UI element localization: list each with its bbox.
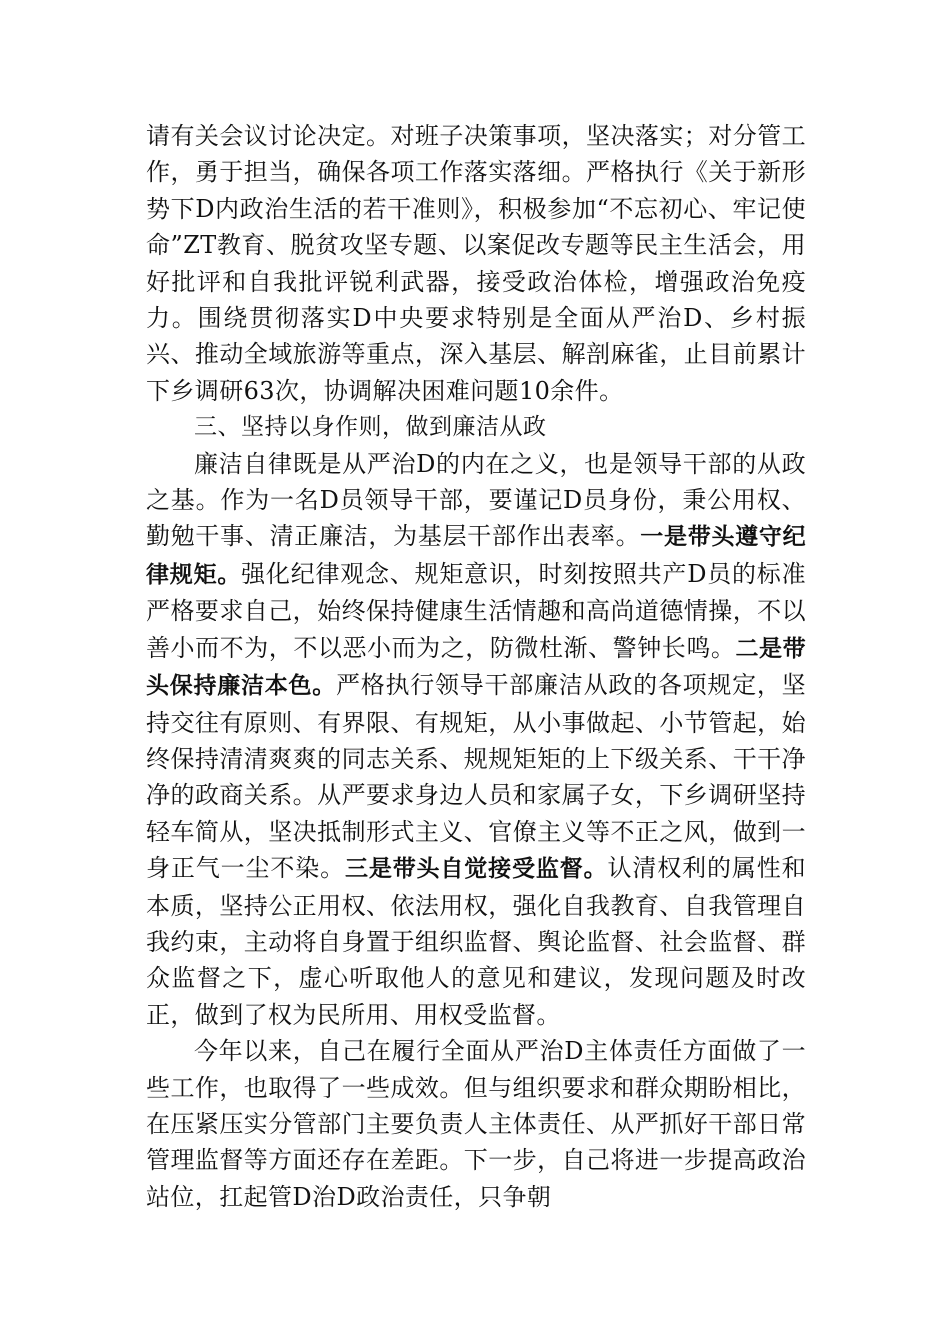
paragraph-continuation: 请有关会议讨论决定。对班子决策事项，坚决落实；对分管工作，勇于担当，确保各项工作落实落细。严格执行《关于新形势下D内政治生活的若干准则》，积极参加“不忘初心、牢记使命”ZT教育、脱贫攻坚专题、以案促改专题等民主生活会，用好批评和自我批评锐利武器，接受政治体检，增强政治免疫力。围绕贯彻落实D中央要求特别是全面从严治D、乡村振兴、推动全域旅游等重点，深入基层、解剖麻雀，止目前累计下乡调研63次，协调解决困难问题10余件。 bbox=[146, 122, 806, 405]
paragraph-intro: 廉洁自律既是从严治D的内在之义，也是领导干部的从政之基。作为一名D员领导干部，要谨记D员身份，秉公用权、勤勉干事、清正廉洁，为基层干部作出表率。 bbox=[146, 449, 806, 551]
point-3-title: 三是带头自觉接受监督。 bbox=[344, 856, 608, 883]
document-body bbox=[146, 118, 806, 1215]
point-1-title: 一是带头遵守纪律规矩。 bbox=[146, 524, 806, 588]
paragraph-integrity bbox=[146, 446, 806, 1034]
point-3-text: 认清权利的属性和本质，坚持公正用权、依法用权，强化自我教育、自我管理自我约束，主动将自身置于组织监督、舆论监督、社会监督、群众监督之下，虚心听取他人的意见和建议，发现问题及时改正，做到了权为民所用、用权受监督。 bbox=[146, 854, 806, 1029]
point-2-text: 严格执行领导干部廉洁从政的各项规定，坚持交往有原则、有界限、有规矩，从小事做起、小节管起，始终保持清清爽爽的同志关系、规规矩矩的上下级关系、干干净净的政商关系。从严要求身边人员和家属子女，下乡调研坚持轻车简从，坚决抵制形式主义、官僚主义等不正之风，做到一身正气一尘不染。 bbox=[146, 671, 806, 883]
point-1-text: 强化纪律观念、规矩意识，时刻按照共产D员的标准严格要求自己，始终保持健康生活情趣和高尚道德情操，不以善小而不为，不以恶小而为之，防微杜渐、警钟长鸣。 bbox=[146, 559, 806, 662]
paragraph-summary: 今年以来，自己在履行全面从严治D主体责任方面做了一些工作，也取得了一些成效。但与组织要求和群众期盼相比，在压紧压实分管部门主要负责人主体责任、从严抓好干部日常管理监督等方面还存在差距。下一步，自己将进一步提高政治站位，扛起管D治D政治责任，只争朝 bbox=[146, 1037, 806, 1211]
point-2-title: 二是带头保持廉洁本色。 bbox=[146, 635, 806, 700]
section-heading: 三、坚持以身作则，做到廉洁从政 bbox=[194, 414, 547, 441]
